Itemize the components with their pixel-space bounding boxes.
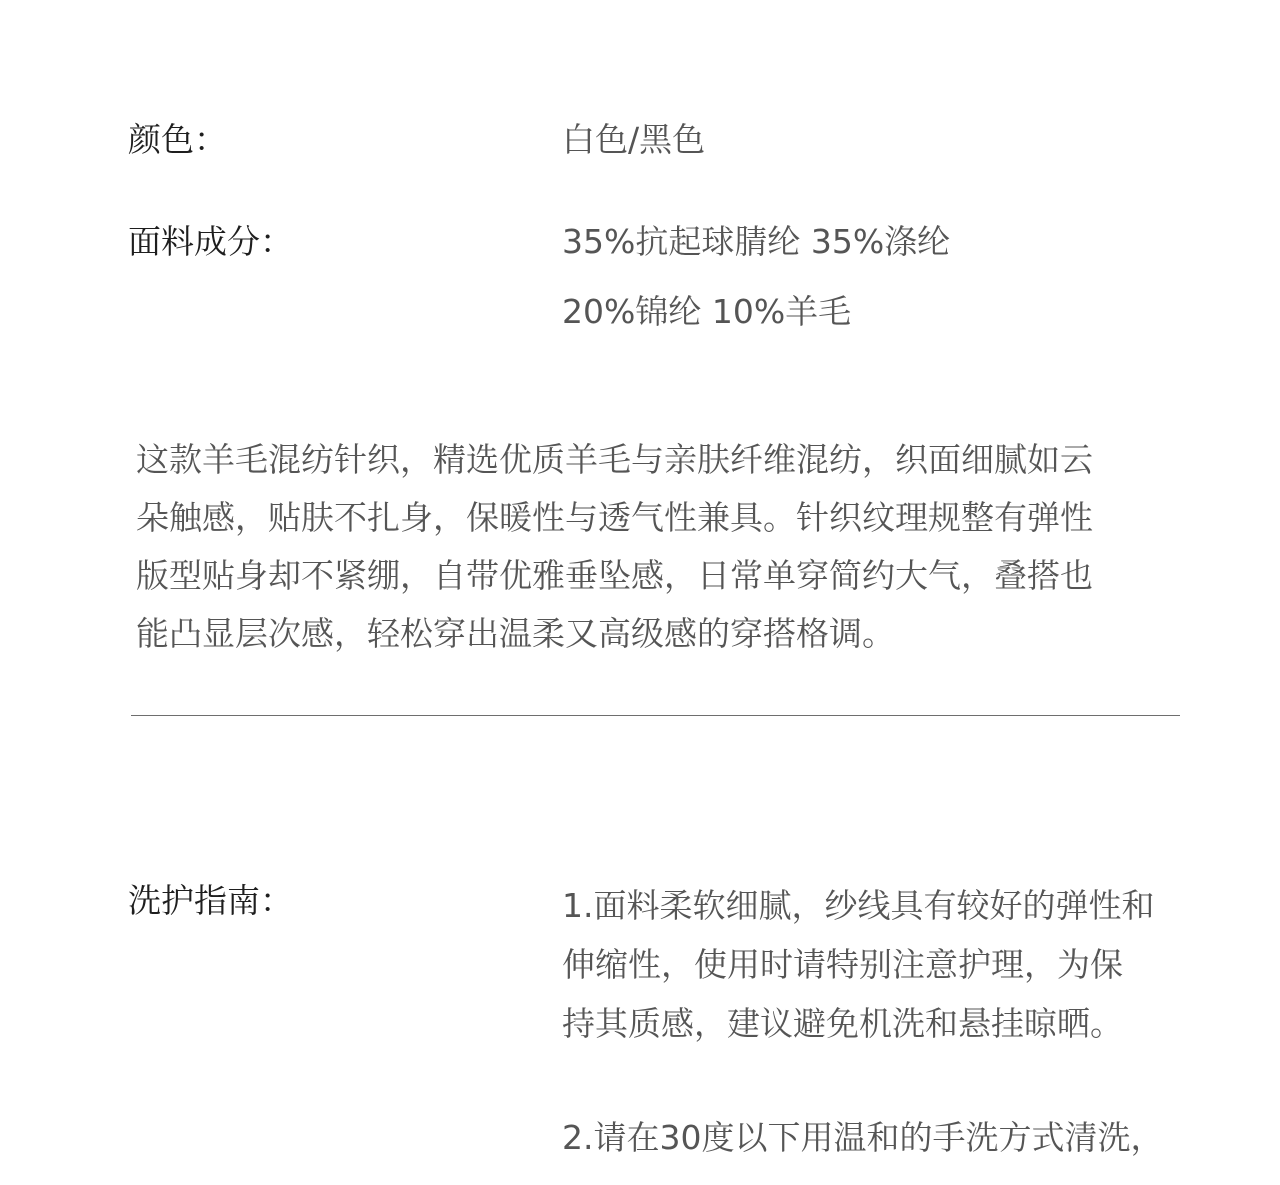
description-line-4: 能凸显层次感，轻松穿出温柔又高级感的穿搭格调。 — [136, 614, 895, 653]
care-item-1-line-2: 伸缩性，使用时请特别注意护理，为保 — [562, 945, 1123, 984]
description-line-3: 版型贴身却不紧绷，自带优雅垂坠感，日常单穿简约大气，叠搭也 — [136, 556, 1093, 595]
care-item-1-line-3: 持其质感，建议避免机洗和悬挂晾晒。 — [562, 1004, 1123, 1043]
care-item-2-line-1: 2.请在30度以下用温和的手洗方式清洗， — [562, 1118, 1164, 1157]
section-divider — [131, 715, 1180, 716]
description-line-2: 朵触感，贴肤不扎身，保暖性与透气性兼具。针织纹理规整有弹性 — [136, 498, 1093, 537]
care-item-1-line-1: 1.面料柔软细腻，纱线具有较好的弹性和 — [562, 886, 1155, 925]
fabric-value — [562, 222, 950, 362]
color-value — [562, 120, 705, 190]
care-item-2 — [562, 1118, 1202, 1177]
fabric-line-2: 20%锦纶 10%羊毛 — [562, 292, 852, 331]
fabric-line-1: 35%抗起球腈纶 35%涤纶 — [562, 222, 951, 261]
product-description — [136, 440, 1093, 672]
color-value-text: 白色/黑色 — [562, 120, 706, 159]
care-item-1 — [562, 886, 1202, 1063]
description-line-1: 这款羊毛混纺针织，精选优质羊毛与亲肤纤维混纺，织面细腻如云 — [136, 440, 1093, 479]
care-instructions — [562, 886, 1202, 1177]
color-label: 颜色： — [128, 120, 227, 159]
fabric-label: 面料成分： — [128, 222, 293, 261]
care-label: 洗护指南： — [128, 881, 293, 920]
